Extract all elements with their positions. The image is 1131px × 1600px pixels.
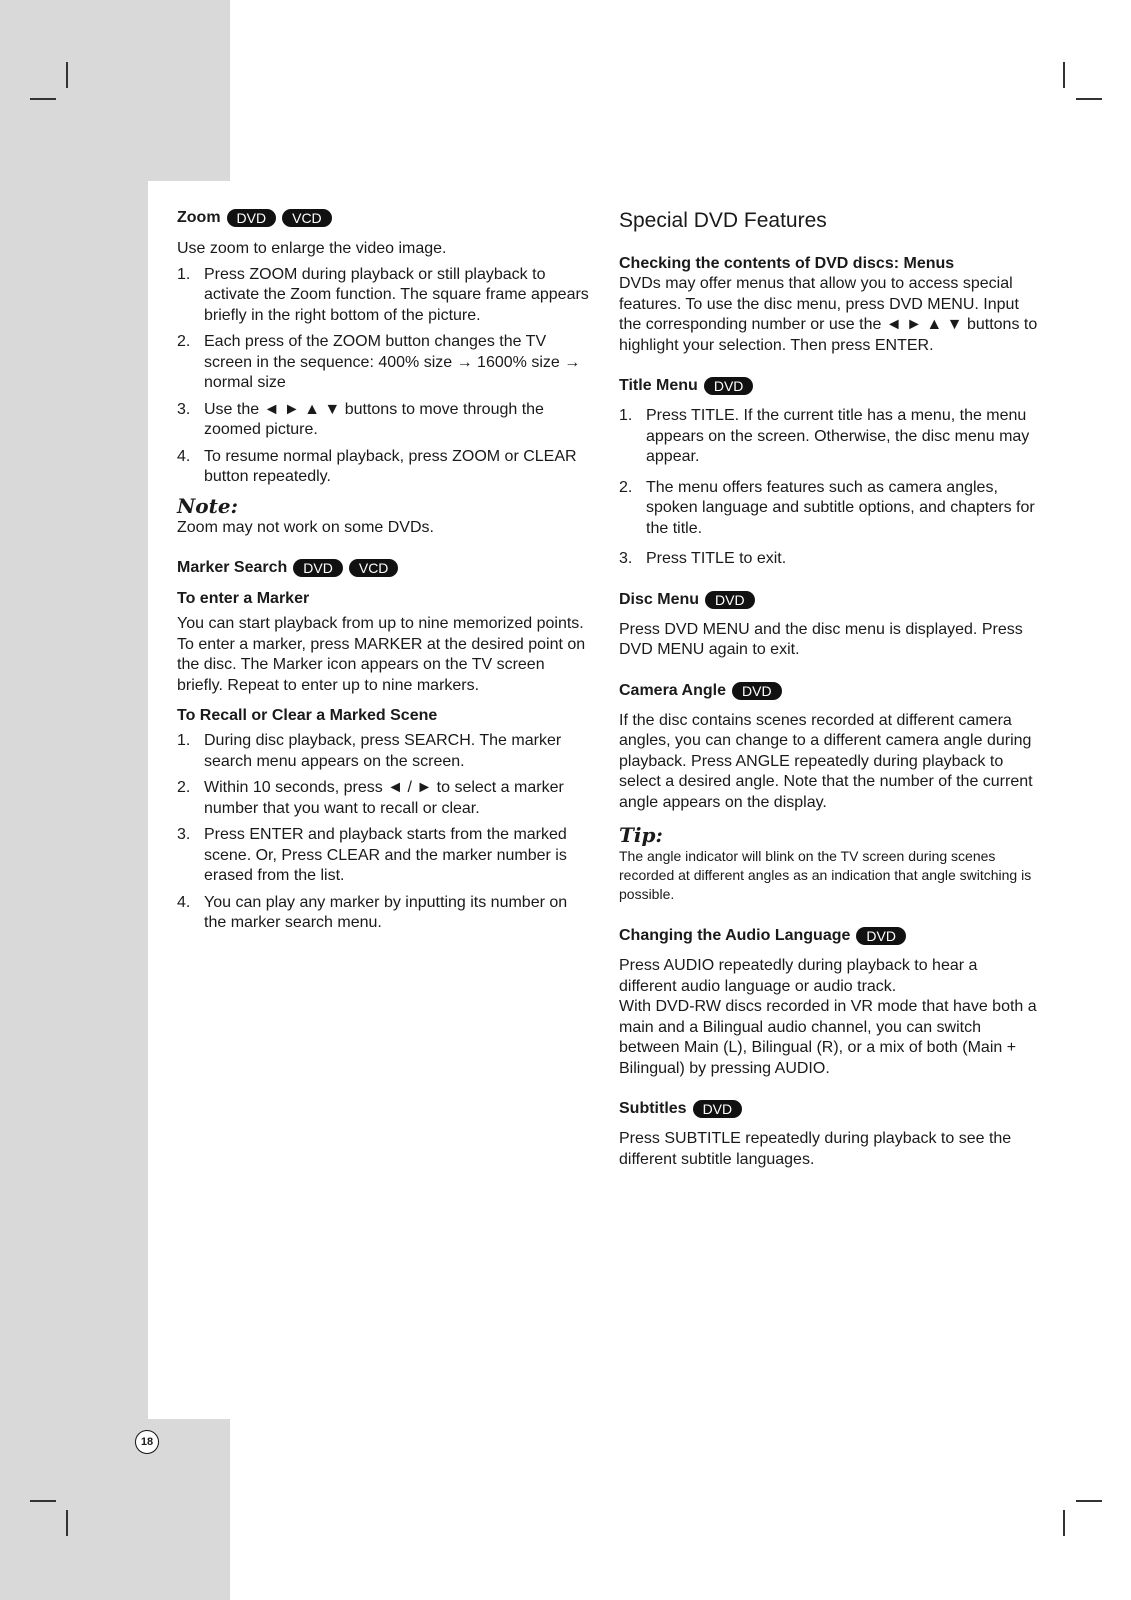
enter-marker-text: You can start playback from up to nine memorized points. To enter a marker, press MARKER at the desired point on the disc. The Marker icon appears on the TV screen briefly. Repeat to enter up to nine markers.: [177, 615, 586, 694]
page-title: Special DVD Features: [619, 209, 827, 232]
right-column: [619, 208, 1039, 1170]
list-item: 1. During disc playback, press SEARCH. The marker search menu appears on the screen.: [177, 732, 562, 770]
note-text: Zoom may not work on some DVDs.: [177, 518, 434, 536]
list-item: 2. Within 10 seconds, press ◄ / ► to select a marker number that you want to recall or clear.: [177, 779, 564, 817]
crop-mark: [1076, 1500, 1102, 1502]
crop-mark: [1076, 98, 1102, 100]
list-item: 2. Each press of the ZOOM button changes the TV screen in the sequence: 400% size → 1600% size → normal size: [177, 333, 581, 391]
dvd-badge: DVD: [704, 377, 754, 395]
disc-menu-heading: Disc Menu DVD: [619, 590, 1039, 610]
audio-text-2: With DVD-RW discs recorded in VR mode that have both a main and a Bilingual audio channel, you can switch between Main (L), Bilingual (R), or a mix of both (Main + Bilingual) by pressing AUDIO.: [619, 998, 1037, 1077]
crop-mark: [1063, 1510, 1065, 1536]
dvd-badge: DVD: [856, 927, 906, 945]
list-item: 3. Use the ◄ ► ▲ ▼ buttons to move through the zoomed picture.: [177, 400, 544, 438]
zoom-heading: Zoom DVD VCD: [177, 208, 591, 228]
subtitles-heading: Subtitles DVD: [619, 1099, 1039, 1119]
audio-language-heading: Changing the Audio Language DVD: [619, 926, 1039, 946]
list-item: 4. You can play any marker by inputting its number on the marker search menu.: [177, 893, 568, 931]
zoom-intro: Use zoom to enlarge the video image.: [177, 240, 447, 257]
menus-text: DVDs may offer menus that allow you to access special features. To use the disc menu, press DVD MENU. Input the corresponding number or use the ◄ ► ▲ ▼ buttons to highlight your selection. Then press ENTER.: [619, 275, 1038, 354]
crop-mark: [66, 1510, 68, 1536]
vcd-badge: VCD: [282, 209, 332, 227]
title-menu-heading: Title Menu DVD: [619, 376, 1039, 396]
crop-mark: [66, 62, 68, 88]
page-number: 18: [135, 1430, 159, 1454]
crop-mark: [30, 1500, 56, 1502]
dvd-badge: DVD: [705, 591, 755, 609]
list-item: 3. Press ENTER and playback starts from the marked scene. Or, Press CLEAR and the marker number is erased from the list.: [177, 826, 567, 884]
menus-heading: Checking the contents of DVD discs: Menus: [619, 255, 955, 272]
dvd-badge: DVD: [227, 209, 277, 227]
list-item: 1. Press TITLE. If the current title has a menu, the menu appears on the screen. Otherwise, the disc menu may appear.: [619, 407, 1030, 465]
list-item: 3. Press TITLE to exit.: [619, 550, 787, 567]
camera-angle-heading: Camera Angle DVD: [619, 681, 1039, 701]
zoom-steps: [177, 265, 591, 488]
subtitles-text: Press SUBTITLE repeatedly during playback to see the different subtitle languages.: [619, 1130, 1012, 1168]
tip-text: The angle indicator will blink on the TV screen during scenes recorded at different angles as an indication that angle switching is possible.: [619, 848, 1032, 902]
list-item: 2. The menu offers features such as camera angles, spoken language and subtitle options, and chapters for the title.: [619, 478, 1035, 537]
crop-mark: [1063, 62, 1065, 88]
dvd-badge: DVD: [732, 682, 782, 700]
enter-marker-heading: To enter a Marker: [177, 590, 310, 607]
list-item: 1. Press ZOOM during playback or still playback to activate the Zoom function. The square frame appears briefly in the right bottom of the picture.: [177, 265, 589, 324]
note-label: Note:: [177, 493, 238, 518]
list-item: 4. To resume normal playback, press ZOOM or CLEAR button repeatedly.: [177, 447, 577, 485]
disc-menu-text: Press DVD MENU and the disc menu is displayed. Press DVD MENU again to exit.: [619, 620, 1023, 658]
vcd-badge: VCD: [349, 559, 399, 577]
dvd-badge: DVD: [293, 559, 343, 577]
marker-steps: [177, 731, 591, 934]
left-column: [177, 208, 591, 934]
tip-label: Tip:: [619, 823, 663, 847]
crop-mark: [30, 98, 56, 100]
recall-heading: To Recall or Clear a Marked Scene: [177, 707, 438, 724]
dvd-badge: DVD: [693, 1100, 743, 1118]
camera-angle-text: If the disc contains scenes recorded at different camera angles, you can change to a different camera angle during playback. Press ANGLE repeatedly during playback to select a desired angle. Note that the number of the current angle appears on the display.: [619, 711, 1033, 811]
title-menu-steps: [619, 406, 1039, 570]
marker-search-heading: Marker Search DVD VCD: [177, 558, 591, 578]
audio-text-1: Press AUDIO repeatedly during playback to hear a different audio language or audio track.: [619, 957, 978, 995]
